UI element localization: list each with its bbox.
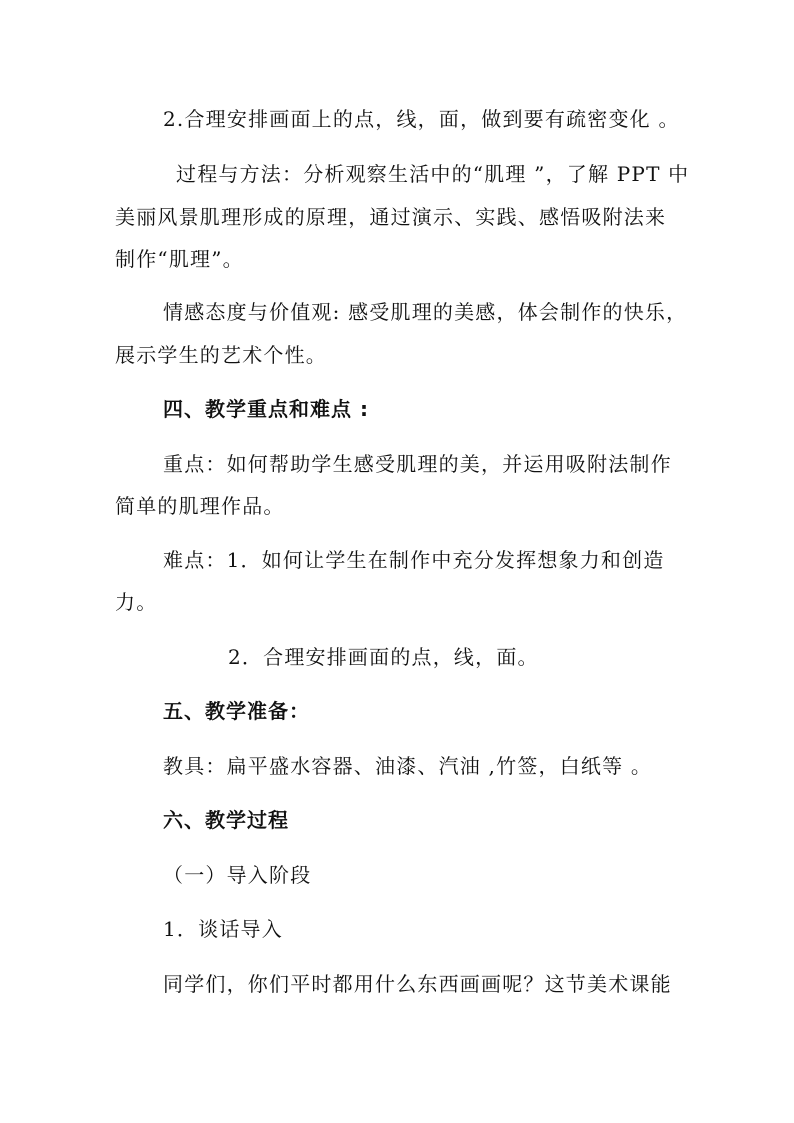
process-method-line-1: 过程与方法：分析观察生活中的“肌理 ”，了解 PPT 中 bbox=[176, 162, 690, 186]
difficulty-line-1: 难点：1．如何让学生在制作中充分发挥想象力和创造 bbox=[163, 548, 665, 572]
difficulty-line-2: 力。 bbox=[115, 590, 158, 614]
objective-2-text: 2.合理安排画面上的点，线，面，做到要有疏密变化 。 bbox=[163, 107, 680, 131]
difficulty-line-3: 2．合理安排画面的点，线，面。 bbox=[228, 645, 539, 669]
process-method-line-2: 美丽风景肌理形成的原理，通过演示、实践、感悟吸附法来 bbox=[115, 205, 667, 229]
process-method-line-3: 制作“肌理”。 bbox=[115, 247, 244, 271]
intro-stage-subheading: （一）导入阶段 bbox=[163, 863, 312, 887]
section-5-heading: 五、教学准备： bbox=[163, 699, 310, 723]
intro-paragraph-line-1: 同学们，你们平时都用什么东西画画呢？这节美术课能 bbox=[163, 972, 672, 996]
key-point-line-2: 简单的肌理作品。 bbox=[115, 494, 285, 518]
tools-text: 教具：扁平盛水容器、油漆、汽油 ,竹签，白纸等 。 bbox=[163, 754, 653, 778]
section-4-heading: 四、教学重点和难点 : bbox=[163, 397, 369, 421]
section-6-heading: 六、教学过程 bbox=[163, 808, 289, 832]
key-point-line-1: 重点：如何帮助学生感受肌理的美，并运用吸附法制作 bbox=[163, 452, 672, 476]
emotion-line-1: 情感态度与价值观: 感受肌理的美感，体会制作的快乐， bbox=[163, 300, 688, 324]
emotion-line-2: 展示学生的艺术个性。 bbox=[115, 343, 327, 367]
talk-intro-item: 1．谈话导入 bbox=[163, 917, 283, 941]
